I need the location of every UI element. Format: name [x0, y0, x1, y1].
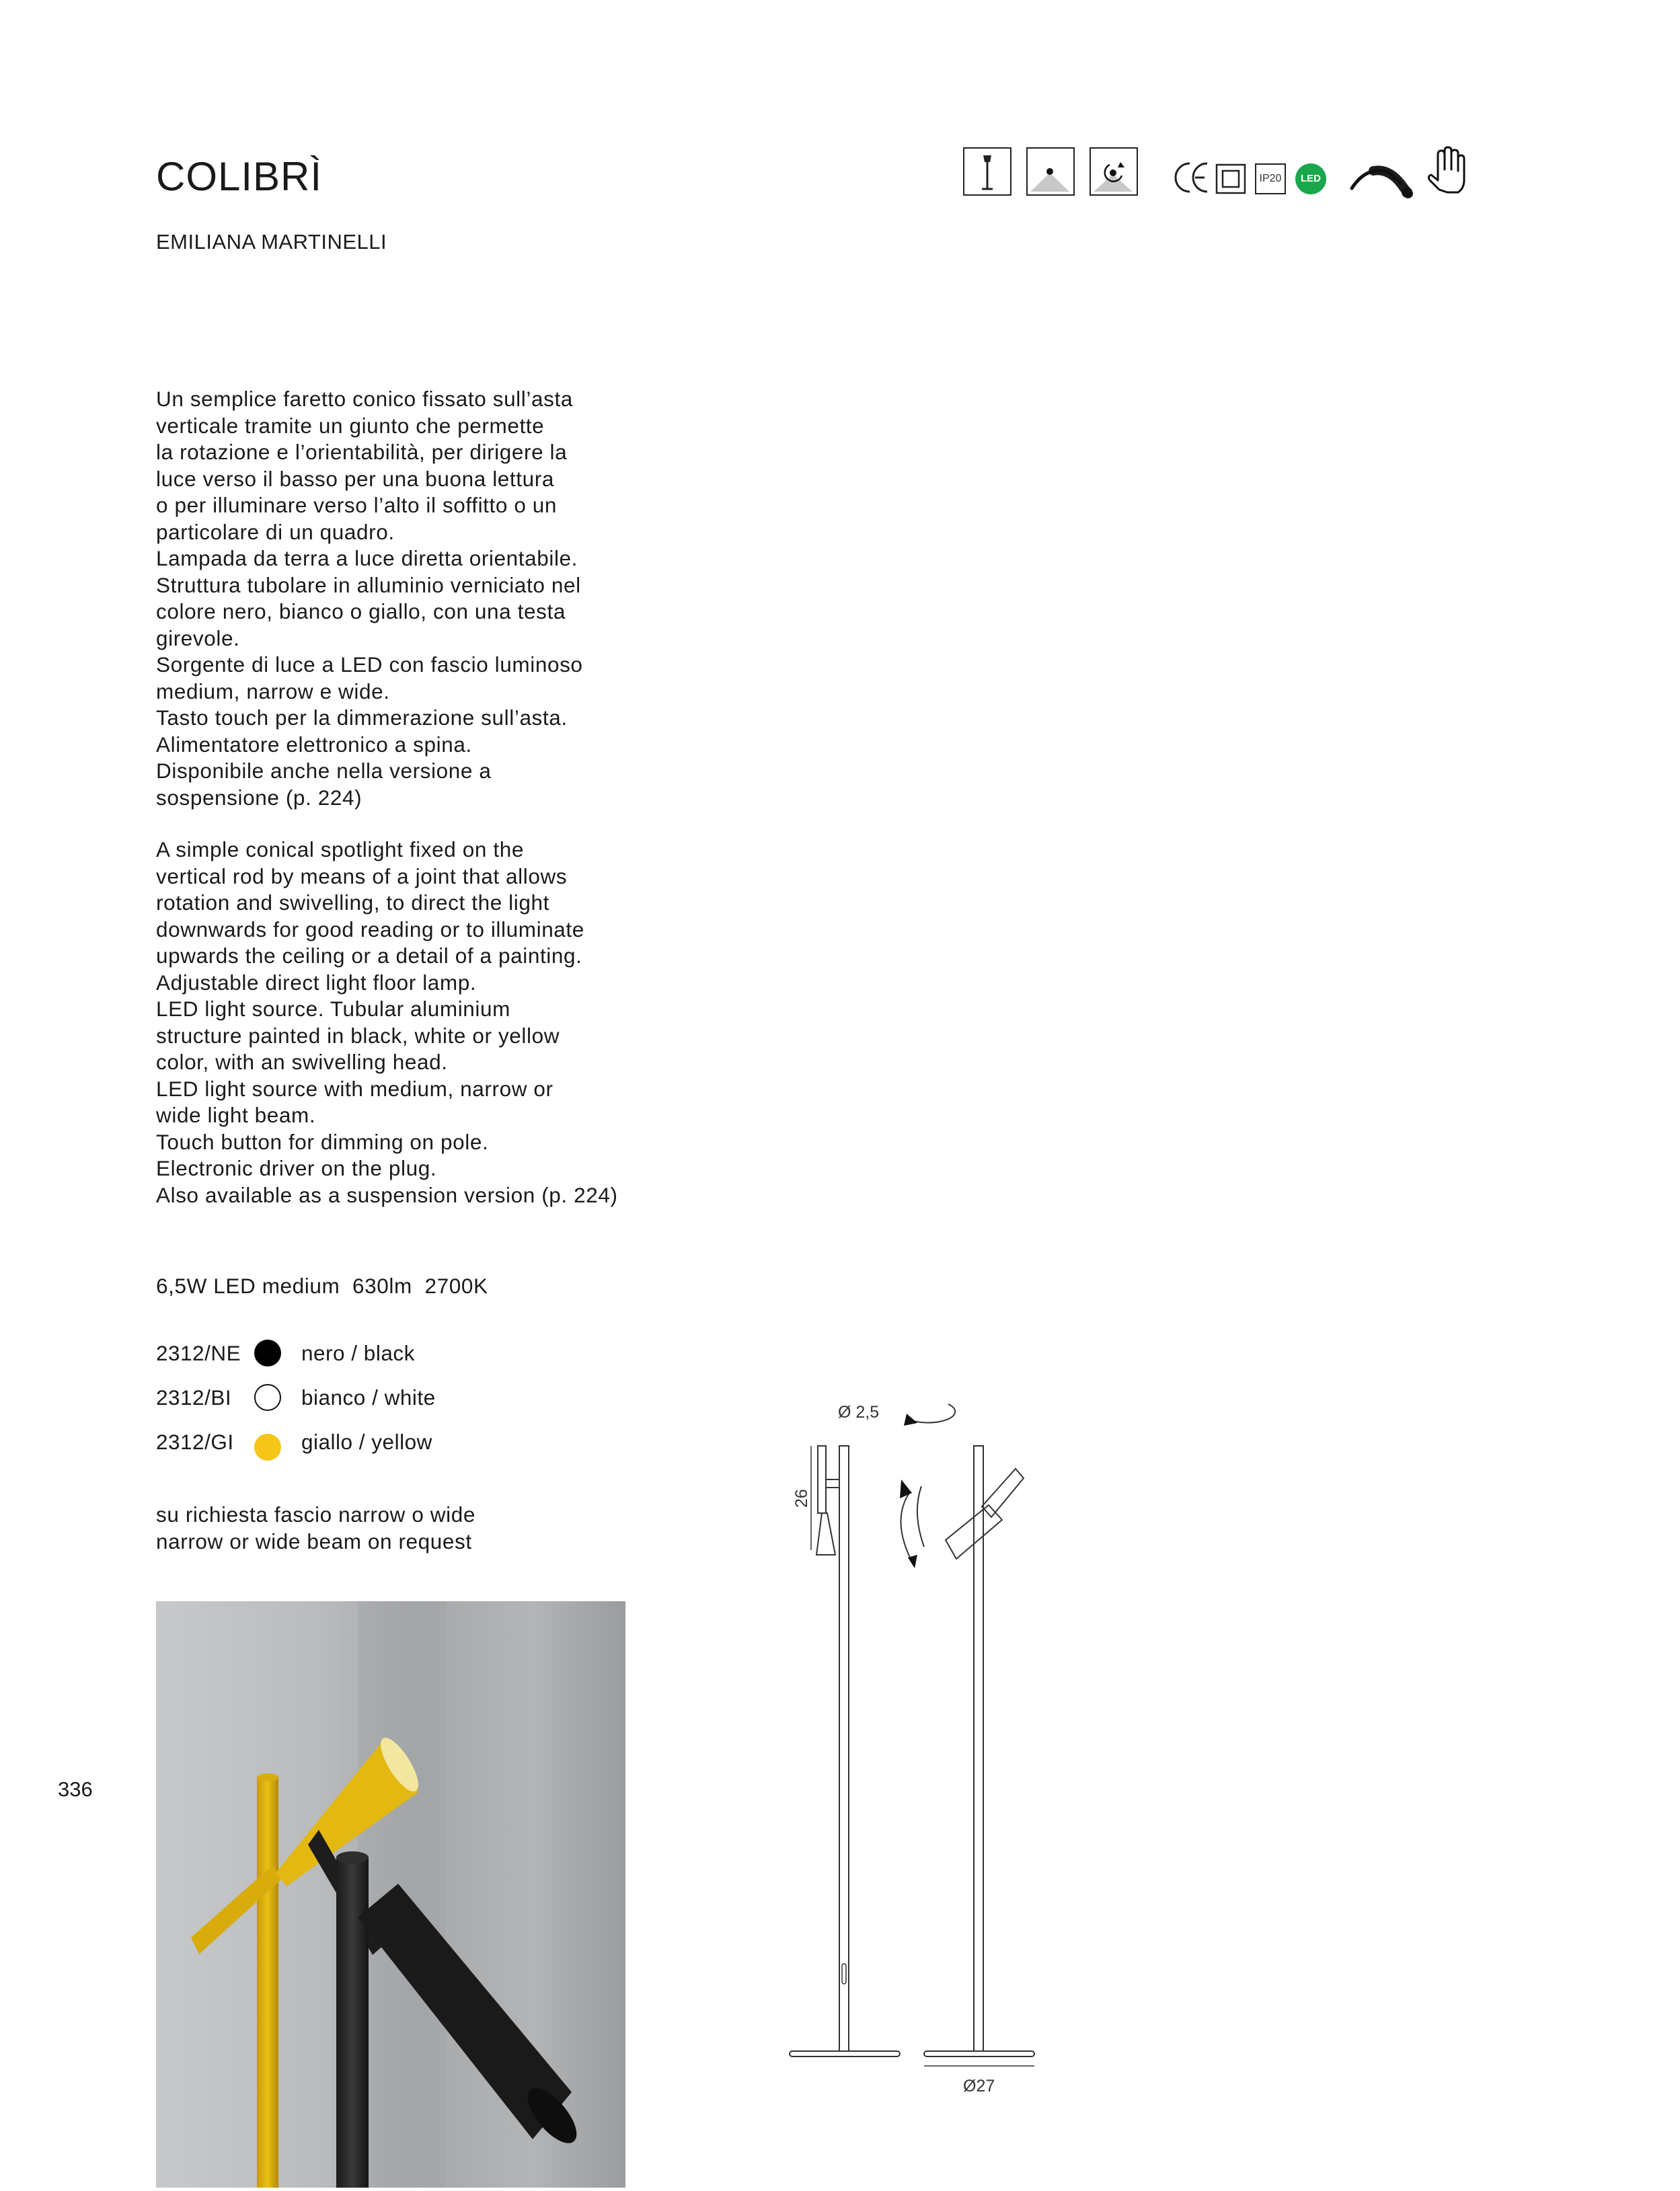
- description-english: [156, 837, 640, 1208]
- desc-it-line: Un semplice faretto conico fissato sull’asta: [156, 387, 573, 411]
- desc-en-line: Adjustable direct light floor lamp.: [156, 970, 477, 995]
- desc-en-line: downwards for good reading or to illuminate: [156, 917, 584, 941]
- color-swatch-black: [254, 1340, 281, 1367]
- beam-note-italian: su richiesta fascio narrow o wide: [156, 1502, 475, 1527]
- variant-code: 2312/GI: [156, 1430, 234, 1454]
- ip20-icon: IP20: [1255, 163, 1286, 194]
- desc-it-line: colore nero, bianco o giallo, con una testa: [156, 599, 566, 623]
- base-diameter-label: Ø27: [963, 2077, 995, 2096]
- description-italian: [156, 386, 640, 811]
- variant-code: 2312/NE: [156, 1341, 241, 1365]
- technical-spec: 6,5W LED medium 630lm 2700K: [156, 1274, 488, 1298]
- desc-it-line: Sorgente di luce a LED con fascio luminoso: [156, 652, 583, 677]
- variant-color-name: nero / black: [301, 1341, 415, 1365]
- desc-it-line: Lampada da terra a luce diretta orientabile.: [156, 546, 578, 570]
- desc-en-line: Touch button for dimming on pole.: [156, 1129, 489, 1154]
- color-swatch-yellow: [254, 1434, 281, 1461]
- desc-en-line: upwards the ceiling or a detail of a painting.: [156, 944, 582, 968]
- rod-diameter-label: Ø 2,5: [838, 1403, 880, 1422]
- variant-row: [156, 1385, 492, 1419]
- designer-name: EMILIANA MARTINELLI: [156, 230, 387, 254]
- product-title: COLIBRÌ: [156, 154, 323, 199]
- variant-row: [156, 1341, 492, 1375]
- variant-code: 2312/BI: [156, 1385, 232, 1410]
- desc-en-line: Electronic driver on the plug.: [156, 1156, 437, 1180]
- variant-color-name: giallo / yellow: [301, 1430, 432, 1454]
- desc-it-line: particolare di un quadro.: [156, 519, 395, 544]
- desc-en-line: structure painted in black, white or yellow: [156, 1023, 560, 1048]
- desc-it-line: Alimentatore elettronico a spina.: [156, 732, 472, 757]
- desc-it-line: la rotazione e l’orientabilità, per dirigere la: [156, 440, 568, 464]
- desc-en-line: A simple conical spotlight fixed on the: [156, 837, 524, 861]
- desc-it-line: verticale tramite un giunto che permette: [156, 413, 545, 438]
- beam-note: [156, 1501, 475, 1555]
- desc-en-line: color, with an swivelling head.: [156, 1050, 448, 1074]
- desc-en-line: wide light beam.: [156, 1103, 316, 1127]
- class-ii-insulation-icon: [1215, 163, 1246, 198]
- head-height-label: 26: [792, 1489, 811, 1508]
- direct-light-down-icon: [1026, 147, 1075, 196]
- floor-lamp-icon: [963, 147, 1011, 196]
- desc-it-line: medium, narrow e wide.: [156, 679, 390, 703]
- desc-it-line: Struttura tubolare in alluminio verniciato nel: [156, 572, 581, 597]
- variant-color-name: bianco / white: [301, 1385, 436, 1410]
- desc-it-line: sospensione (p. 224): [156, 785, 362, 810]
- technical-drawing: [780, 1379, 1063, 2096]
- dimmer-icon: [1346, 160, 1414, 204]
- desc-en-line: LED light source with medium, narrow or: [156, 1076, 553, 1101]
- beam-note-english: narrow or wide beam on request: [156, 1529, 472, 1553]
- desc-en-line: vertical rod by means of a joint that allows: [156, 863, 568, 888]
- variant-row: [156, 1430, 492, 1463]
- desc-it-line: Disponibile anche nella versione a: [156, 759, 492, 783]
- desc-it-line: girevole.: [156, 625, 240, 650]
- page-number: 336: [58, 1777, 93, 1801]
- desc-it-line: o per illuminare verso l’alto il soffitto o un: [156, 493, 558, 517]
- ce-mark-icon: [1174, 159, 1210, 199]
- desc-en-line: rotation and swivelling, to direct the light: [156, 890, 549, 915]
- adjustable-light-icon: [1090, 147, 1138, 196]
- desc-it-line: luce verso il basso per una buona lettura: [156, 466, 554, 491]
- color-swatch-white: [254, 1384, 281, 1411]
- product-photo: [156, 1601, 625, 2188]
- desc-en-line: LED light source. Tubular aluminium: [156, 997, 510, 1021]
- desc-en-line: Also available as a suspension version (p. 224): [156, 1182, 618, 1207]
- touch-hand-icon: [1420, 145, 1467, 202]
- led-badge-icon: LED: [1295, 163, 1326, 194]
- desc-it-line: Tasto touch per la dimmerazione sull’asta.: [156, 705, 568, 730]
